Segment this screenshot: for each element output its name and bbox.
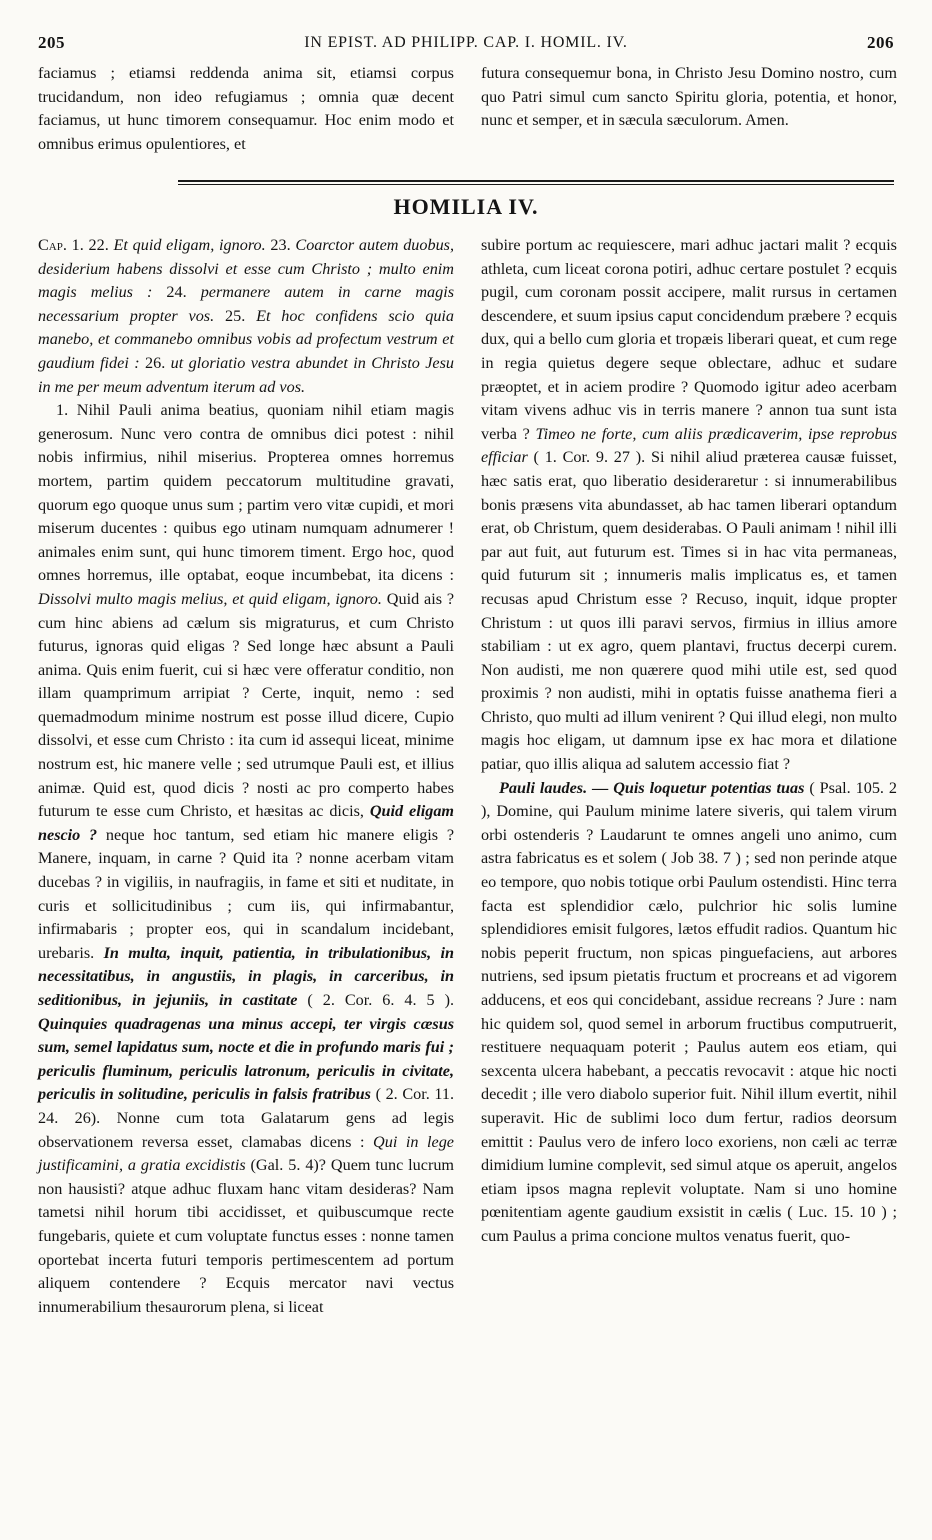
quotation: Dissolvi multo magis melius, et quid eligam, ignoro. — [38, 589, 382, 608]
verse-text: Et quid eligam, ignoro. — [113, 236, 266, 254]
quotation: Quid eligam nescio ? — [38, 802, 455, 844]
homily-title: HOMILIA IV. — [393, 194, 539, 219]
scripture-reference: ( Psal. 105. 2 ), — [481, 778, 898, 821]
quotation: Qui in lege justificamini, a gratia excidistis — [38, 1132, 454, 1175]
body-text: Quem tunc lucrum non hausisti? atque adhuc fluxam hanc vitam desideras? Nam tametsi nihil horum tibi accidisset, et quibuscumque recte fungebaris, quiete et cum voluptate functus esses : nonne tamen oportebat incerta futuri temporis pertimescentem ad portum aliquem contendere ? Ecquis mercator navi vectus innumerabilium thesaurorum plena, si liceat — [38, 1156, 455, 1316]
verse-text: permanere autem in carne magis necessarium propter vos. — [38, 283, 455, 325]
right-column — [481, 234, 897, 1249]
scripture-reference: ( 1. Cor. 9. 27 ). — [533, 448, 646, 467]
body-text: neque hoc tantum, sed etiam hic manere eligis ? Manere, inquam, in carne ? Quid ita ? nonne acerbam vitam ducebas ? in vigiliis, in naufragiis, in fame et siti et nuditate, in curis et sollicitudinibus ; cum iis, qui infirmabantur, infirmabaris ; propter eos, qui in scandalum incidebant, urebaris. — [38, 825, 455, 962]
scripture-reference: ( 2. Cor. 6. 4. 5 ). — [307, 991, 455, 1009]
scripture-reference: (Gal. 5. 4)? — [250, 1156, 326, 1175]
body-text: Domine, qui Paulum minime latere siveris, qui talem virum orbi ostenderis ? Laudarunt te omnes angeli uno animo, cum astra fabricatus es et solem — [481, 802, 898, 868]
paragraph-1 — [38, 399, 454, 1319]
running-title: IN EPIST. AD PHILIPP. CAP. I. HOMIL. IV. — [304, 34, 628, 51]
quotation: Quinquies quadragenas una minus accepi, ter virgis cæsus sum, semel lapidatus sum, nocte et die in profundo maris fui ; periculis fluminum, periculis latronum, periculis in civitate, periculis in solitudine, periculis in falsis fratribus — [38, 1014, 454, 1104]
body-text: Si nihil aliud præterea causæ fuisset, hæc satis erat, quo liberatio desideraretur : si innumerabilibus bonis præsens vita abundasset, ab hac tamen liberari optandum erat, ob Christum, quem desiderabas. O Pauli animam ! nihil illi par aut fuit, aut futurum est. Times si in hac vita permaneas, quid futurum sit ; innumeris malis implicatus es, et tamen recusas apud Christum esse ? Recuso, inquit, idque propter Christum : ut quos illi paravi servos, firmius in illius amore stabiliam : ut ex agro, quem plantavi, fructus decerpi curem. Non audisti, me non quærere quod mihi utile est, sed quod proximis ? non audisti, mihi in optatis fuisse anathema fieri a Christo, quo multi ad illum venirent ? Qui illud elegi, non multo magis hoc eligam, ut damnum ipse ex hac mora et dilatione patiar, quo illis aliqua ad salutem accessio fiat ? — [481, 448, 898, 774]
top-left-column — [38, 62, 454, 156]
scripture-reference: ( 2. Cor. 11. 24. 26). — [38, 1085, 454, 1127]
section-divider-thick — [178, 180, 894, 182]
quotation: Timeo ne forte, cum aliis prædicaverim, ipse reprobus efficiar — [481, 424, 898, 467]
verse-text: Et hoc confidens scio quia manebo, et commanebo omnibus vobis ad profectum vestrum et gaudium fidei : — [38, 306, 455, 372]
page-number-left: 205 — [38, 33, 65, 52]
body-text: cum Paulus a prima concione multos venatus fuerit, quo- — [481, 1226, 851, 1245]
section-heading: Pauli laudes. — Quis loquetur potentias tuas — [499, 778, 805, 797]
verse-number: 23. — [270, 236, 291, 254]
quotation: In multa, inquit, patientia, in tribulationibus, in necessitatibus, in angustiis, in plagis, in carceribus, in seditionibus, in jejuniis, in castitate — [38, 943, 454, 1009]
scripture-reference: ( Job 38. 7 ) ; — [661, 849, 750, 868]
verse-text: Coarctor autem duobus, desiderium habens dissolvi et esse cum Christo ; multo enim magis melius : — [38, 236, 455, 302]
verse-number: 24. — [166, 283, 187, 302]
previous-homily-ending-left: faciamus ; etiamsi reddenda anima sit, etiamsi corpus trucidandum, non ideo refugiamus ; omnia quæ decent faciamus, ut hunc timorem consequamur. Hoc enim modo et omnibus erimus opulentiores, et — [38, 64, 454, 153]
paragraph-2 — [481, 777, 897, 1249]
paragraph-1-continued — [481, 234, 897, 777]
verse-text: ut gloriatio vestra abundet in Christo Jesu in me per meum adventum iterum ad vos. — [38, 353, 454, 396]
top-right-column — [481, 62, 897, 133]
running-header — [38, 30, 894, 56]
body-text: 1. Nihil Pauli anima beatius, quoniam nihil etiam magis generosum. Nunc vero contra de omnibus dici potest : nihil nobis infirmius, nihil miserius. Propterea omnes horremus mortem, partim quidem peccatorum multitudine gravati, quorum ego quoque unus sum ; partim vero vitæ cupidi, et mori miserum ducentes : quibus ego utinam numquam adnumerer ! animales enim sunt, qui hunc timorem timent. Ergo hoc, quod omnes horremus, ille optabat, eoque incumbebat, ita dicens : — [38, 401, 454, 585]
section-divider-thin — [178, 184, 894, 185]
chapter-label: Cap. — [38, 236, 67, 254]
body-text: subire portum ac requiescere, mari adhuc jactari malit ? ecquis athleta, cum liceat corona potiri, adhuc certare postulet ? ecquis pugil, cum coronam possit accipere, malit rursus in certamen descendere, et suum ipsius caput concidendum præbere ? ecquis dux, qui a bello cum gloria et tropæis liberari queat, et cum rege in regia quietus degere seque oblectare, adhuc et sudare præoptet, et in aciem prodire ? Quomodo igitur adeo acerbam vitam vivens adhuc vis in terris manere ? annon tua sunt ista verba ? — [481, 236, 897, 443]
left-column — [38, 234, 454, 1319]
previous-homily-ending-right: futura consequemur bona, in Christo Jesu Domino nostro, cum quo Patri simul cum sancto Spiritu gloria, potentia, et honor, nunc et semper, et in sæcula sæculorum. Amen. — [481, 64, 897, 130]
body-text: sed non perinde atque eo tempore, quo nobis totique orbi Paulum ostendisti. Hinc terra facta est splendidior cælo, pulchrior hic solis lumine splendidiores emisit fulgores, lætos effudit radios. Quantum hic nobis peperit fructum, non spicas pinguefaciens, aut arbores nutriens, sed ipsum pietatis fructum et procreans et ad vigorem adducens, et eos qui concidebant, assidue recreans ? Jure : nam hic quidem sol, quod semel in arborum fructibus computruerit, restituere nequaquam poterit ; Paulus autem eos etiam, qui sexcenta ulcera habebant, a peccatis revocavit : atque hic nocti decedit ; ille vero diabolo superior fuit. Nihil illum evertit, nihil superavit. Hic de sublimi loco dum fertur, radios deorsum emittit : Paulus vero de infero loco exoriens, non cæli ac terræ dimidium lumine complevit, sed simul atque os aperuit, angelos etiam ipsos magna replevit voluptate. Nam si uno homine pœnitentiam agente gaudium exsistit in cælis — [481, 849, 898, 1222]
body-text: Quid ais ? cum hinc abiens ad cælum sis migraturus, et cum Christo futurus, ignoras quid eligas ? Sed longe hæc absunt a Pauli anima. Quis enim fuerit, cui si hæc vere offeratur conditio, non illam quamprimum arripiat ? Certe, inquit, nemo : sed quemadmodum minime nostrum est posse illud dicere, Cupio dissolvi, et esse cum Christo : ita cum id assequi liceat, minime nostrum est, hic manere velle ; sed utrumque Pauli est, et illius animæ. Quid est, quod dicis ? nosti ac pro comperto habes futurum te esse cum Christo, et hæsitas ac dicis, — [38, 589, 455, 821]
verse-number: 25. — [225, 306, 246, 325]
scripture-lemma — [38, 234, 454, 399]
page-number-right: 206 — [867, 33, 894, 52]
verse-number: 26. — [145, 353, 166, 372]
scripture-reference: ( Luc. 15. 10 ) ; — [787, 1203, 897, 1222]
verse-number: 1. 22. — [71, 236, 109, 254]
body-text: Nonne cum tota Galatarum gens ad legis observationem reversa esset, clamabas dicens : — [38, 1108, 454, 1151]
